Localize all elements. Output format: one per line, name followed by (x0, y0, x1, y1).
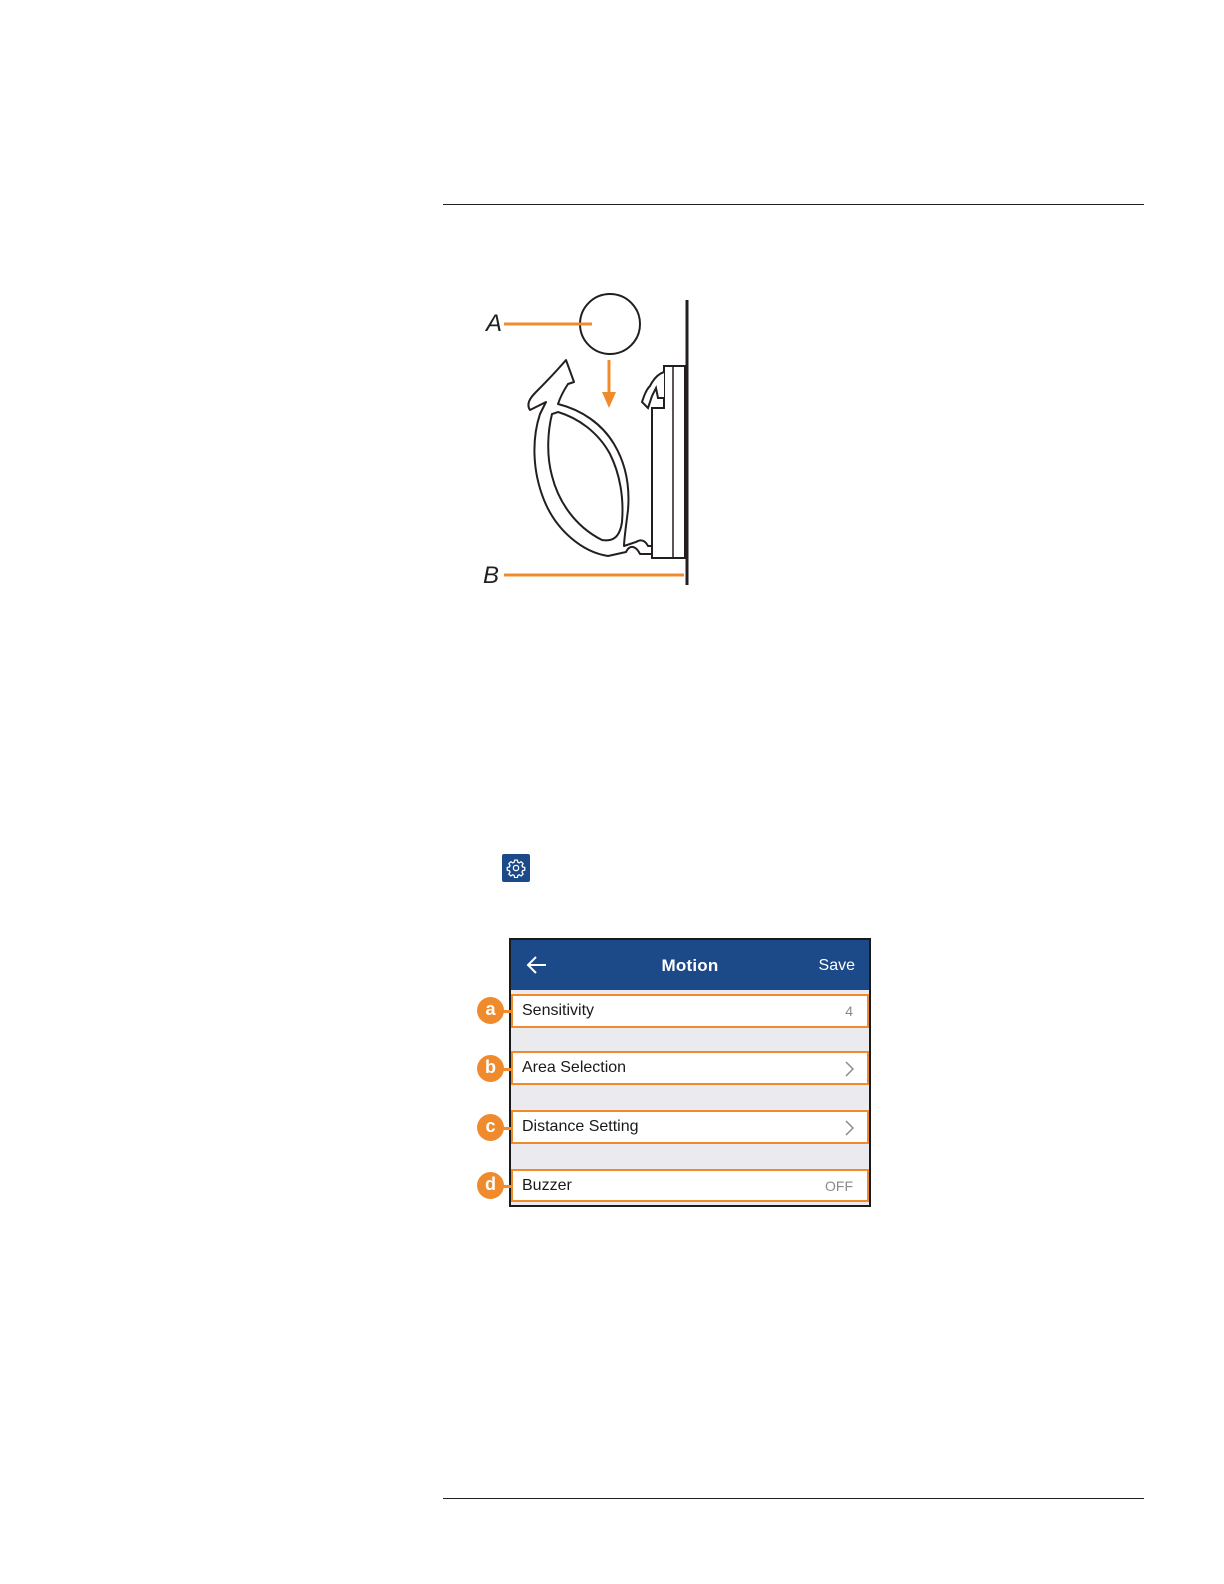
sensitivity-value: 4 (845, 1003, 853, 1019)
cable-clip-diagram (478, 290, 698, 590)
row-label: Sensitivity (522, 1002, 595, 1019)
chevron-right-icon (844, 1120, 854, 1136)
buzzer-value: OFF (825, 1178, 853, 1194)
callout-connector (502, 1185, 512, 1188)
settings-button (502, 854, 530, 882)
gear-icon (506, 858, 526, 878)
arrow-head (602, 392, 616, 408)
row-label: Buzzer (522, 1177, 572, 1194)
callout-a: a (477, 997, 504, 1024)
figure-label-a: A (486, 310, 503, 337)
callout-connector (502, 1068, 512, 1071)
sensitivity-row[interactable] (511, 994, 869, 1028)
motion-settings-screen (509, 938, 871, 1207)
footer-rule (443, 1498, 1144, 1499)
area-selection-row[interactable] (511, 1051, 869, 1085)
clip-hook (642, 372, 664, 408)
buzzer-row[interactable] (511, 1169, 869, 1202)
callout-d: d (477, 1172, 504, 1199)
save-button[interactable]: Save (818, 957, 855, 974)
distance-setting-row[interactable] (511, 1110, 869, 1144)
callout-c: c (477, 1114, 504, 1141)
figure-label-b: B (483, 562, 500, 589)
app-header (511, 940, 869, 990)
row-label: Distance Setting (522, 1118, 639, 1135)
chevron-right-icon (844, 1061, 854, 1077)
callout-b: b (477, 1055, 504, 1082)
row-label: Area Selection (522, 1059, 627, 1076)
screen-title: Motion (661, 956, 719, 975)
callout-connector (502, 1010, 512, 1013)
callout-connector (502, 1127, 512, 1130)
header-rule (443, 204, 1144, 205)
